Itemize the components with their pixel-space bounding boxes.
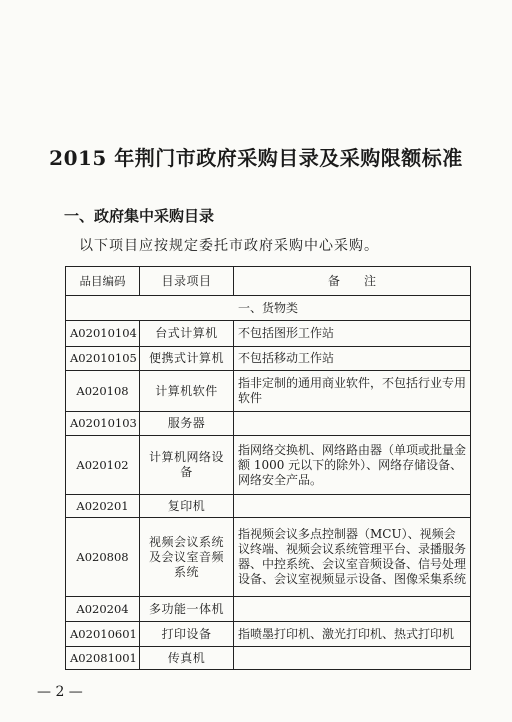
- row-note: 指网络交换机、网络路由器（单项或批量金额 1000 元以下的除外）、网络存储设备、网络安全产品。: [234, 436, 471, 495]
- row-note: 指非定制的通用商业软件，不包括行业专用软件: [234, 371, 471, 412]
- row-item: 打印设备: [140, 622, 234, 647]
- row-code: A020201: [66, 495, 140, 518]
- row-code: A02010105: [66, 347, 140, 371]
- table-row: [66, 518, 471, 597]
- table-row: [66, 647, 471, 670]
- page-number: — 2 —: [37, 684, 83, 700]
- row-note: 指视频会议多点控制器（MCU）、视频会议终端、视频会议系统管理平台、录播服务器、中控系统、会议室音频设备、信号处理设备、会议室视频显示设备、图像采集系统: [234, 518, 471, 597]
- row-item: 多功能一体机: [140, 597, 234, 622]
- row-item: 计算机网络设备: [140, 436, 234, 495]
- row-code: A02010601: [66, 622, 140, 647]
- row-note: 指喷墨打印机、激光打印机、热式打印机: [234, 622, 471, 647]
- table-row: [66, 412, 471, 436]
- row-note: 不包括移动工作站: [234, 347, 471, 371]
- table-header-row: [66, 267, 471, 296]
- page-title: 2015 年荆门市政府采购目录及采购限额标准: [49, 146, 463, 170]
- row-code: A020808: [66, 518, 140, 597]
- table-row: [66, 436, 471, 495]
- procurement-catalog-table: [65, 266, 471, 670]
- row-item: 便携式计算机: [140, 347, 234, 371]
- table-row: [66, 622, 471, 647]
- row-code: A02010104: [66, 321, 140, 347]
- row-note: 不包括图形工作站: [234, 321, 471, 347]
- table-row: [66, 371, 471, 412]
- table-row: [66, 347, 471, 371]
- row-item: 台式计算机: [140, 321, 234, 347]
- row-code: A020108: [66, 371, 140, 412]
- header-note: 备 注: [234, 267, 471, 296]
- row-item: 传真机: [140, 647, 234, 670]
- row-item: 计算机软件: [140, 371, 234, 412]
- row-code: A02081001: [66, 647, 140, 670]
- row-code: A020102: [66, 436, 140, 495]
- row-note: [234, 597, 471, 622]
- header-code: 品目编码: [66, 267, 140, 296]
- row-item: 视频会议系统及会议室音频系统: [140, 518, 234, 597]
- category-label: 一、货物类: [66, 296, 471, 321]
- row-item: 服务器: [140, 412, 234, 436]
- header-item: 目录项目: [140, 267, 234, 296]
- row-note: [234, 495, 471, 518]
- row-note: [234, 412, 471, 436]
- row-item: 复印机: [140, 495, 234, 518]
- table-row: [66, 321, 471, 347]
- category-row: [66, 296, 471, 321]
- table-row: [66, 597, 471, 622]
- row-code: A02010103: [66, 412, 140, 436]
- table-row: [66, 495, 471, 518]
- section-heading: 一、政府集中采购目录: [64, 207, 215, 225]
- row-note: [234, 647, 471, 670]
- intro-text: 以下项目应按规定委托市政府采购中心采购。: [79, 238, 379, 254]
- row-code: A020204: [66, 597, 140, 622]
